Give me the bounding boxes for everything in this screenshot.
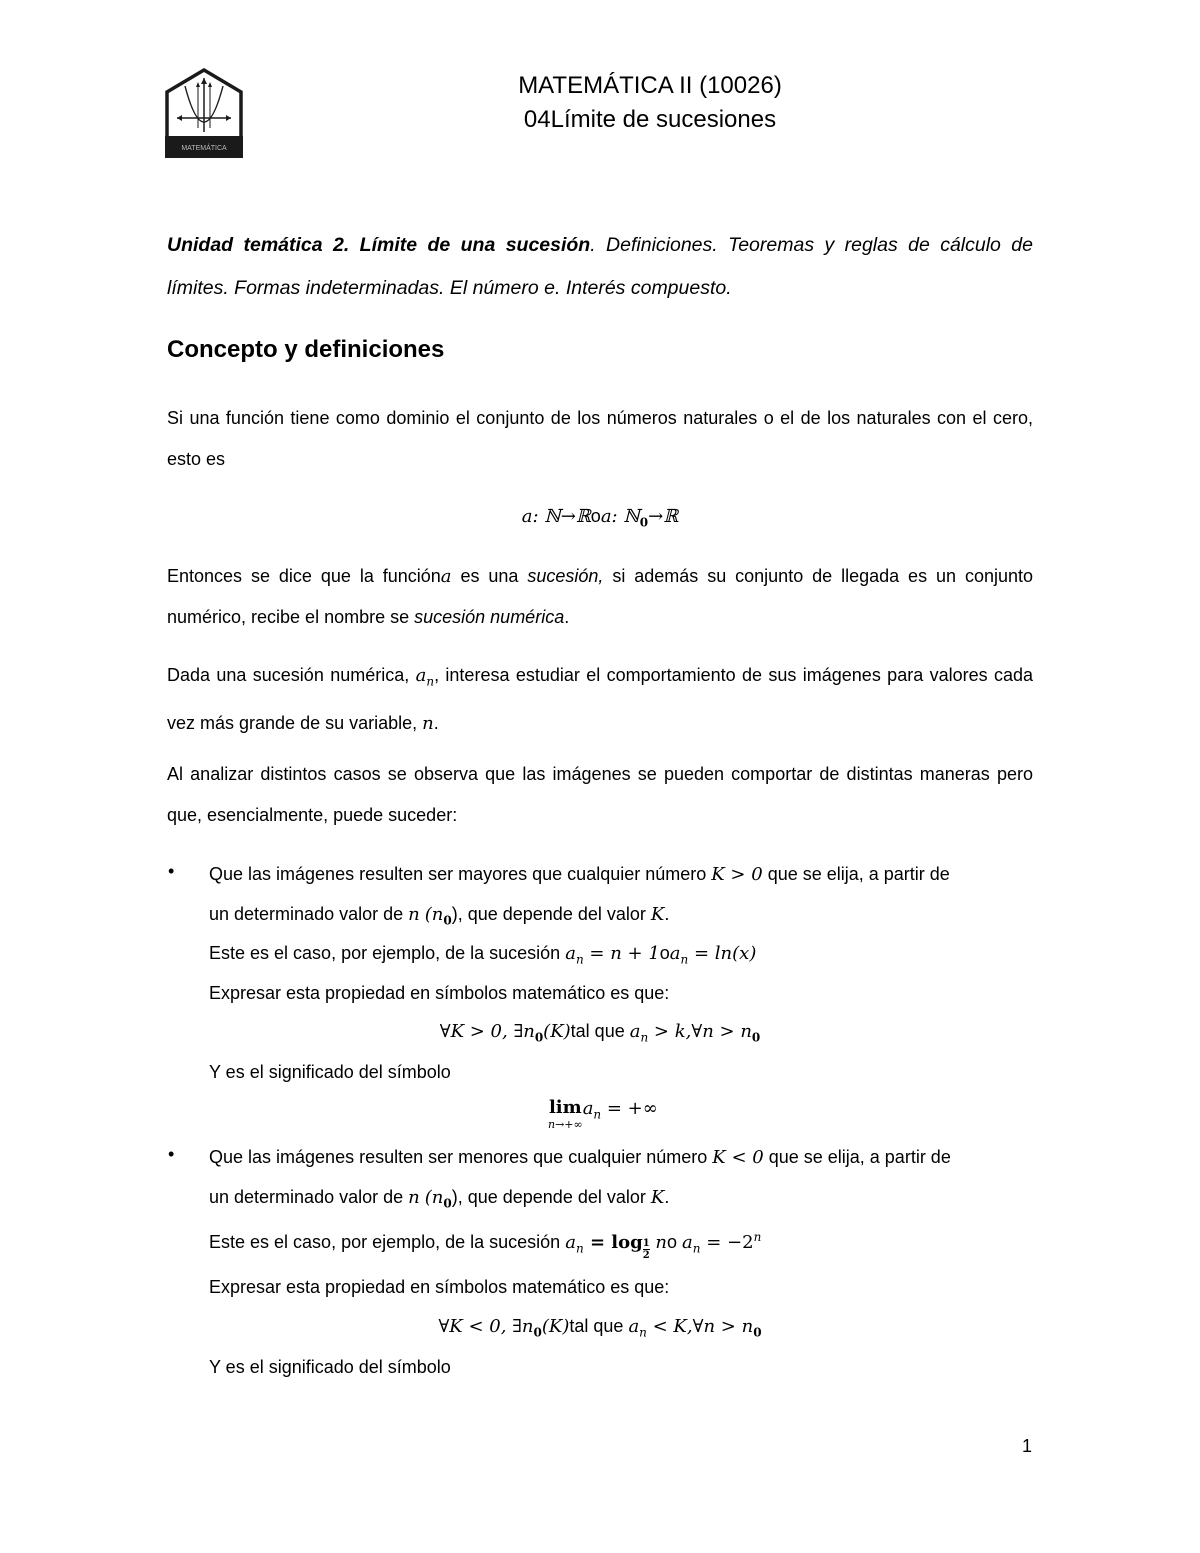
svg-text:MATEMÁTICA: MATEMÁTICA bbox=[181, 145, 227, 152]
formula-bullet-1: ∀K > 0, $\exists n_0(K)tal$ que $a_n$ > k,∀n > $n_0$ bbox=[439, 1021, 761, 1045]
unit-intro-bold: Unidad temática 2. Límite de una sucesión bbox=[167, 234, 591, 256]
formula-bullet-2: ∀K < 0, $\exists n_0(K)tal$ que $a_n$ < K,∀n > $n_0$ bbox=[438, 1316, 762, 1340]
bullet-1-marker: • bbox=[168, 861, 175, 881]
bullet-1-line-1: Que las imágenes resulten ser mayores que cualquier número K > 0 que se elija, a partir de bbox=[209, 864, 950, 885]
bullet-2-symbol-intro: Y es el significado del símbolo bbox=[209, 1357, 451, 1377]
bullet-1-line-2: un determinado valor de n $(n_0)$, que depende del valor K. bbox=[209, 904, 670, 928]
unit-intro bbox=[167, 224, 1033, 310]
bullet-2-line-2: un determinado valor de n $(n_0)$, que depende del valor K. bbox=[209, 1187, 670, 1211]
bullet-2-example: Este es el caso, por ejemplo, de la sucesión $a_n = \log$ $\frac{1}{2}$ no $a_n = -2^n$ bbox=[209, 1230, 762, 1261]
bullet-1-express: Expresar esta propiedad en símbolos matemático es que: bbox=[209, 983, 670, 1003]
page-number: 1 bbox=[1022, 1436, 1033, 1456]
paragraph-domain: Si una función tiene como dominio el conjunto de los números naturales o el de los naturales con el cero, esto es bbox=[167, 408, 1033, 469]
formula-sequence-definition: a: ℕ→ℝoa: ℕ$_0$→ℝ bbox=[521, 506, 679, 530]
formula-limit-plus-infinity: lim n→+∞ $a_n$ = +∞ bbox=[548, 1097, 658, 1131]
unit-intro-rest: . Definiciones. Teoremas y reglas de cálculo de límites. Formas indeterminadas. El número e. Interés compuesto. bbox=[167, 234, 1033, 299]
paragraph-behavior: Dada una sucesión numérica, $a_n$, interesa estudiar el comportamiento de sus imágenes para valores cada vez más grande de su variable, n. bbox=[167, 665, 1033, 734]
document-subtitle: 04Límite de sucesiones bbox=[523, 106, 777, 133]
bullet-1-example: Este es el caso, por ejemplo, de la sucesión $a_n = n + 1oa_n = \ln(x)$ bbox=[209, 943, 757, 967]
paragraph-cases: Al analizar distintos casos se observa que las imágenes se pueden comportar de distintas maneras pero que, esencialmente, puede suceder: bbox=[167, 764, 1033, 825]
bullet-2-line-1: Que las imágenes resulten ser menores que cualquier número K < 0 que se elija, a partir de bbox=[209, 1147, 951, 1168]
section-heading: Concepto y definiciones bbox=[167, 336, 445, 363]
bullet-2-express: Expresar esta propiedad en símbolos matemático es que: bbox=[209, 1277, 670, 1297]
bullet-2-marker: • bbox=[168, 1144, 175, 1164]
bullet-1-symbol-intro: Y es el significado del símbolo bbox=[209, 1062, 451, 1082]
paragraph-definition: Entonces se dice que la funcióna es una sucesión, si además su conjunto de llegada es un conjunto numérico, recibe el nombre se sucesión numérica. bbox=[167, 566, 1033, 627]
document-title: MATEMÁTICA II (10026) bbox=[518, 72, 782, 99]
